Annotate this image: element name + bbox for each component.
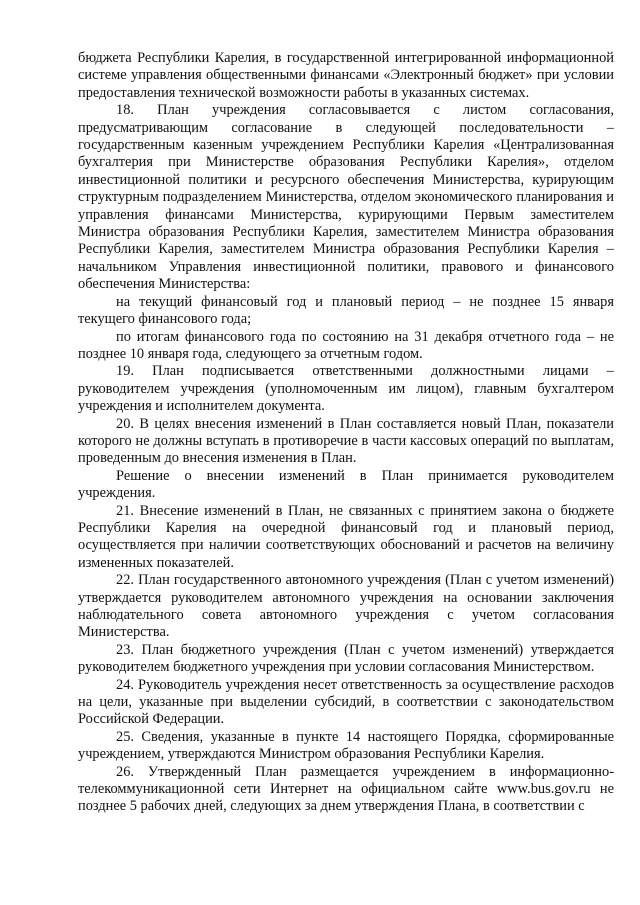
paragraph-26: 26. Утвержденный План размещается учреждением в информационно-телекоммуникационной сети Интернет на официальном сайте www.bus.gov.ru не позднее 5 рабочих дней, следующих за днем утверждения Плана, в соответствии с — [78, 763, 614, 815]
paragraph-22: 22. План государственного автономного учреждения (План с учетом изменений) утверждается руководителем автономного учреждения на основании заключения наблюдательного совета автономного учреждения с учетом согласования Министерства. — [78, 572, 614, 641]
paragraph-23: 23. План бюджетного учреждения (План с учетом изменений) утверждается руководителем бюджетного учреждения при условии согласования Министерством. — [78, 641, 614, 676]
paragraph-18-item-1: на текущий финансовый год и плановый период – не позднее 15 января текущего финансового года; — [78, 293, 614, 328]
paragraph-21: 21. Внесение изменений в План, не связанных с принятием закона о бюджете Республики Карелия на очередной финансовый год и плановый период, осуществляется при наличии соответствующих обоснований и расчетов на величину измененных показателей. — [78, 502, 614, 571]
paragraph-24: 24. Руководитель учреждения несет ответственность за осуществление расходов на цели, указанные при выделении субсидий, в соответствии с законодательством Российской Федерации. — [78, 676, 614, 728]
paragraph-25: 25. Сведения, указанные в пункте 14 настоящего Порядка, сформированные учреждением, утверждаются Министром образования Республики Карелия. — [78, 728, 614, 763]
paragraph-18: 18. План учреждения согласовывается с листом согласования, предусматривающим согласование в следующей последовательности – государственным казенным учреждением Республики Карелия «Централизованная бухгалтерия при Министерстве образования Республики Карелия», отделом инвестиционной политики и ресурсного обеспечения Министерства, курирующим структурным подразделением Министерства, отделом экономического планирования и управления финансами Министерства, курирующими Первым заместителем Министра образования Республики Карелия, заместителем Министра образования Республики Карелия, заместителем Министра образования Республики Карелия – начальником Управления инвестиционной политики, правового и финансового обеспечения Министерства: — [78, 102, 614, 293]
paragraph-20: 20. В целях внесения изменений в План составляется новый План, показатели которого не должны вступать в противоречие в части кассовых операций по выплатам, проведенным до внесения изменения в План. — [78, 415, 614, 467]
paragraph-20-decision: Решение о внесении изменений в План принимается руководителем учреждения. — [78, 467, 614, 502]
paragraph-continuation: бюджета Республики Карелия, в государственной интегрированной информационной системе управления общественными финансами «Электронный бюджет» при условии предоставления технической возможности работы в указанных системах. — [78, 50, 614, 101]
paragraph-19: 19. План подписывается ответственными должностными лицами – руководителем учреждения (уполномоченным им лицом), главным бухгалтером учреждения и исполнителем документа. — [78, 363, 614, 415]
paragraph-18-item-2: по итогам финансового года по состоянию на 31 декабря отчетного года – не позднее 10 января года, следующего за отчетным годом. — [78, 328, 614, 362]
